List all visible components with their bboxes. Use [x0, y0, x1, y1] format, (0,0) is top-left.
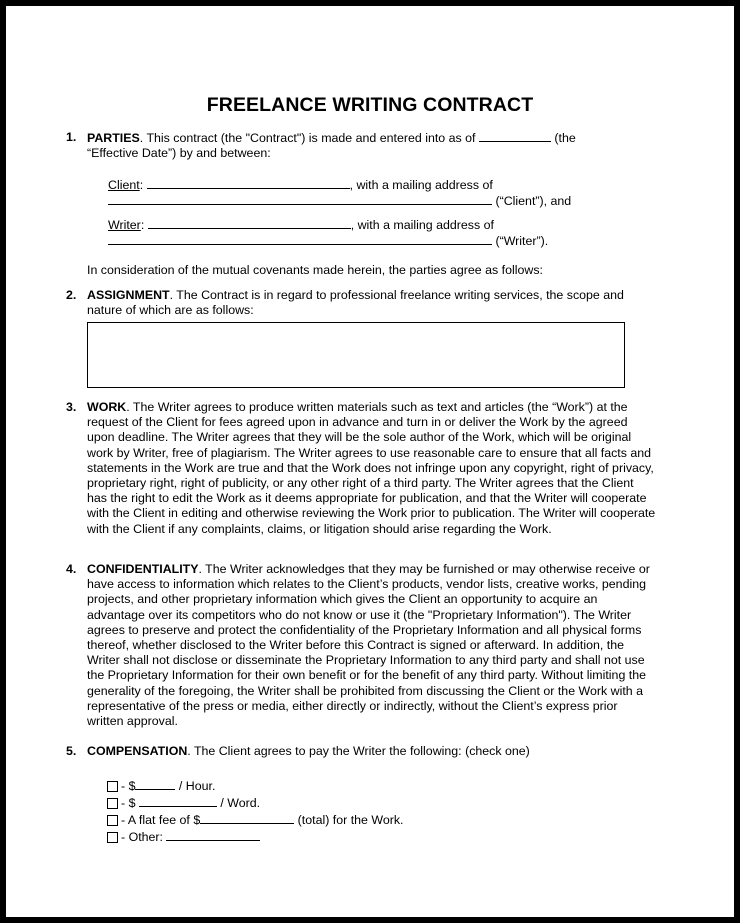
checkbox[interactable]	[107, 815, 118, 826]
option-suffix: / Word.	[220, 796, 261, 810]
section-number: 5.	[66, 744, 77, 758]
section-work	[66, 400, 656, 537]
compensation-text: . The Client agrees to pay the Writer the following: (check one)	[187, 744, 530, 758]
section-heading: WORK	[87, 400, 127, 414]
section-number: 4.	[66, 562, 77, 576]
client-name-field[interactable]	[147, 177, 350, 189]
section-parties	[66, 130, 656, 161]
client-address-line	[108, 193, 571, 209]
document-title: FREELANCE WRITING CONTRACT	[206, 94, 534, 116]
checkbox[interactable]	[107, 832, 118, 843]
client-mid-text: , with a mailing address of	[349, 178, 493, 192]
word-rate-field[interactable]	[139, 795, 217, 807]
writer-mid-text: , with a mailing address of	[350, 218, 494, 232]
writer-address-line	[108, 233, 548, 249]
writer-label: Writer	[108, 218, 141, 232]
writer-address-field[interactable]	[108, 233, 492, 245]
checkbox[interactable]	[107, 798, 118, 809]
option-prefix: - A flat fee of $	[121, 813, 201, 827]
client-end-text: (“Client”), and	[495, 194, 572, 208]
confidentiality-text: . The Writer acknowledges that they may be furnished or may otherwise receive or have access to information which relates to the Client’s products, vendor lists, creative works, pending projects, and other proprietary information which gives the Client an opportunity to acquire an advantage over its competitors who do not know or use it (the "Proprietary Information"). The Writer agrees to preserve and protect the confidentiality of the Proprietary Information and all physical forms thereof, whether disclosed to the Writer before this Contract is signed or afterward. In addition, the Writer shall not disclose or disseminate the Proprietary Information to any third party and shall not use the Proprietary Information for their own benefit or for the benefit of any third party. Without limiting the generality of the foregoing, the Writer shall be prohibited from discussing the Client or the Work with a representative of the press or media, either directly or indirectly, without the Client’s express prior written approval.	[87, 562, 650, 729]
work-text: . The Writer agrees to produce written materials such as text and articles (the “Work”) at the request of the Client for fees agreed upon in advance and turn in or deliver the Work by the agreed upon deadline. The Writer agrees that they will be the sole author of the Work, which will be original work by Writer, free of plagiarism. The Writer agrees to use reasonable care to ensure that all facts and statements in the Work are true and that the Work does not infringe upon any copyright, right of privacy, proprietary right, right of publicity, or any other right of a third party. The Writer agrees that the Client has the right to edit the Work as it deems appropriate for publication, and that the Writer will cooperate with the Client in editing and otherwise reviewing the Work prior to publication. The Writer will cooperate with the Client if any complaints, claims, or litigation should arise regarding the Work.	[87, 400, 656, 536]
client-line: Client: , with a mailing address of	[108, 178, 493, 192]
parties-text-line2: “Effective Date”) by and between:	[87, 146, 271, 161]
assignment-text: . The Contract is in regard to professional freelance writing services, the scope and nature of which are as follows:	[87, 288, 624, 318]
other-compensation-field[interactable]	[166, 829, 260, 841]
option-prefix: - $	[121, 796, 136, 810]
client-address-field[interactable]	[108, 193, 492, 205]
effective-date-field[interactable]	[479, 130, 551, 142]
section-assignment	[66, 288, 656, 318]
client-label: Client	[108, 178, 140, 192]
checkbox[interactable]	[107, 781, 118, 792]
compensation-option-other	[107, 829, 260, 845]
hourly-rate-field[interactable]	[135, 778, 175, 790]
consideration-paragraph	[66, 263, 656, 278]
consideration-text: In consideration of the mutual covenants made herein, the parties agree as follows:	[87, 263, 543, 277]
section-heading: COMPENSATION	[87, 744, 188, 758]
assignment-description-field[interactable]	[87, 322, 625, 388]
compensation-option-per-word	[107, 795, 260, 811]
option-suffix: (total) for the Work.	[297, 813, 404, 827]
section-heading: ASSIGNMENT	[87, 288, 170, 302]
parties-text-line1-end: (the	[554, 131, 576, 145]
compensation-option-flat-fee	[107, 812, 403, 828]
option-prefix: - $	[121, 779, 136, 793]
section-number: 2.	[66, 288, 77, 302]
parties-text-line1: . This contract (the "Contract") is made and entered into as of	[139, 131, 476, 145]
option-suffix: / Hour.	[178, 779, 216, 793]
writer-line: Writer: , with a mailing address of	[108, 218, 494, 232]
writer-name-field[interactable]	[148, 217, 351, 229]
writer-end-text: (“Writer”).	[495, 234, 549, 248]
section-heading: PARTIES	[87, 131, 140, 145]
compensation-option-hourly	[107, 778, 215, 794]
option-prefix: - Other:	[121, 830, 163, 844]
section-heading: CONFIDENTIALITY	[87, 562, 199, 576]
section-compensation	[66, 744, 656, 759]
section-number: 1.	[66, 130, 77, 144]
section-number: 3.	[66, 400, 77, 414]
section-confidentiality	[66, 562, 656, 729]
flat-fee-field[interactable]	[200, 812, 294, 824]
